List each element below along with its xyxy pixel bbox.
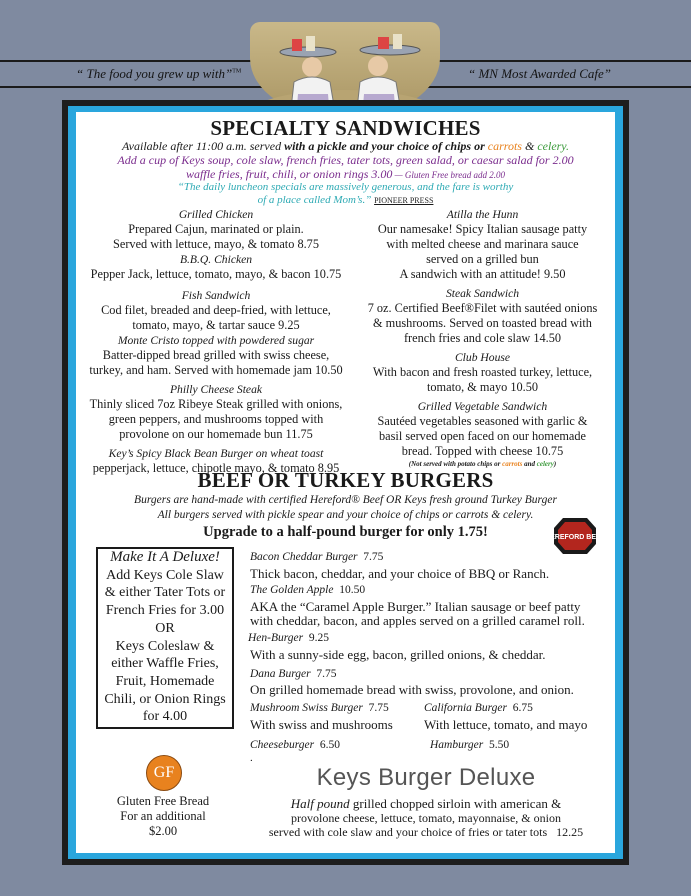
burger-item-1-desc-1: AKA the “Caramel Apple Burger.” Italian sausage or beef patty [250,599,581,614]
item-name: Grilled Vegetable Sandwich [417,400,548,413]
hereford-beef-logo [545,516,605,556]
california-desc: With lettuce, tomato, and mayo [424,717,588,732]
item-desc: Served with lettuce, mayo, & tomato 8.75 [113,237,319,251]
keys-deluxe-line-1: Half pound grilled chopped sirloin with american & [290,796,562,811]
item-name: Grilled Chicken [178,208,254,221]
hamburger: Hamburger 5.50 [430,739,510,751]
deluxe-line: Chili, or Onion Rings [104,691,226,707]
sandwich-column-left [80,207,352,476]
item-desc: french fries and cole slaw 14.50 [403,331,562,345]
tagline-right: “ MN Most Awarded Cafe” [468,66,612,81]
item-desc: tomato, mayo, & tartar sauce 9.25 [132,318,300,332]
veg-note: (Not served with potato chips or carrots and celery) [408,460,557,468]
item-desc: served on a grilled bun [426,252,539,266]
california-name: California Burger 6.75 [424,702,533,714]
burger-item-3-name: Dana Burger 7.75 [250,668,337,680]
item-name: Club House [454,351,511,364]
burger-item-0-name: Bacon Cheddar Burger 7.75 [250,551,384,563]
item-desc: & mushrooms. Served on toasted bread with [373,316,592,330]
burgers-upgrade: Upgrade to a half-pound burger for only 1.75! [203,524,488,540]
item-name: Key’s Spicy Black Bean Burger on wheat toast [108,447,324,460]
addon-line-1: Add a cup of Keys soup, cole slaw, french fries, tater tots, green salad, or caesar salad for 2.00 [117,153,574,167]
burgers-sub-2: All burgers served with pickle spear and your choice of chips or carrots & celery. [157,509,534,521]
quote-line-2: of a place called Mom’s.” PIONEER PRESS [257,194,434,206]
svg-text:HEREFORD BEEF: HEREFORD BEEF [545,534,605,541]
deluxe-line: & either Tater Tots or [104,585,226,601]
item-desc: bread. Topped with cheese 10.75 [401,444,564,458]
deluxe-line: Keys Coleslaw & [115,638,215,654]
burgers-sub-1: Burgers are hand-made with certified Hereford® Beef OR Keys fresh ground Turkey Burger [134,494,557,506]
gluten-free-note: Gluten Free Bread For an additional $2.00 [116,794,210,838]
item-desc: A sandwich with an attitude! 9.50 [399,267,566,281]
item-name: Fish Sandwich [181,289,251,302]
item-name: Atilla the Hunn [446,208,519,221]
stray-dot: . [250,752,253,764]
deluxe-line: Add Keys Cole Slaw [106,567,224,583]
make-it-deluxe-box [96,547,234,729]
item-name: Steak Sandwich [445,287,520,300]
item-desc: basil served open faced on our homemade [379,429,586,443]
item-desc: 7 oz. Certified Beef®Filet with sautéed onions [367,301,598,315]
deluxe-line: OR [155,620,175,636]
addon-line-2: waffle fries, fruit, chili, or onion rings 3.00 — Gluten Free bread add 2.00 [186,167,505,181]
item-desc: turkey, and ham. Served with homemade jam 10.50 [89,363,343,377]
burger-item-3-desc: On grilled homemade bread with swiss, provolone, and onion. [250,682,574,697]
mushroom-swiss-desc: With swiss and mushrooms [250,717,393,732]
deluxe-line: either Waffle Fries, [111,656,219,672]
burger-item-2-desc: With a sunny-side egg, bacon, grilled onions, & cheddar. [250,647,546,662]
burger-item-2-name: Hen-Burger 9.25 [248,632,330,644]
burgers-title: BEEF OR TURKEY BURGERS [197,468,494,492]
gluten-free-icon: GF [146,755,182,791]
sandwiches-title: SPECIALTY SANDWICHES [210,116,481,140]
item-desc: green peppers, and mushrooms topped with [108,412,324,426]
tagline-left: “ The food you grew up with”™ [76,66,242,81]
item-name: Monte Cristo topped with powdered sugar [117,334,315,347]
burger-item-0-desc: Thick bacon, cheddar, and your choice of BBQ or Ranch. [250,566,550,581]
keys-deluxe-line-2: provolone cheese, lettuce, tomato, mayonnaise, & onion [291,811,561,825]
mushroom-swiss-name: Mushroom Swiss Burger 7.75 [250,702,389,714]
item-desc: pepperjack, lettuce, chipotle mayo, & tomato 8.95 [92,461,340,475]
item-name: Philly Cheese Steak [169,383,263,396]
item-desc: Cod filet, breaded and deep-fried, with lettuce, [101,303,331,317]
deluxe-line: French Fries for 3.00 [105,603,225,619]
item-desc: Batter-dipped bread grilled with swiss cheese, [102,348,330,362]
deluxe-line: Fruit, Homemade [115,673,215,689]
item-desc: Prepared Cajun, marinated or plain. [128,222,304,236]
keys-deluxe-line-3: served with cole slaw and your choice of fries or tater tots 12.25 [268,825,584,839]
item-desc: provolone on our homemade bun 11.75 [119,427,313,441]
quote-line-1: “The daily luncheon specials are massively generous, and the fare is worthy [177,181,514,193]
deluxe-title: Make It A Deluxe! [110,549,220,565]
item-desc: with melted cheese and marinara sauce [386,237,579,251]
item-desc: Pepper Jack, lettuce, tomato, mayo, & bacon 10.75 [90,267,342,281]
item-desc: Our namesake! Spicy Italian sausage patty [377,222,588,236]
cheeseburger: Cheeseburger 6.50 [250,739,340,751]
item-name: B.B.Q. Chicken [179,253,253,266]
burger-item-1-desc-2: with cheddar, bacon, and apples served on a grilled caramel roll. [250,613,585,628]
item-desc: Thinly sliced 7oz Ribeye Steak grilled with onions, [89,397,343,411]
item-desc: With bacon and fresh roasted turkey, lettuce, [372,365,593,379]
item-desc: tomato, & mayo 10.50 [426,380,538,394]
item-desc: Sautéed vegetables seasoned with garlic & [377,414,588,428]
deluxe-line: for 4.00 [142,709,188,725]
burger-item-1-name: The Golden Apple 10.50 [250,584,366,596]
sandwiches-availability: Available after 11:00 a.m. served with a pickle and your choice of chips or carrots & celery. [122,139,569,153]
keys-deluxe-title: Keys Burger Deluxe [316,764,536,791]
sandwich-column-right [355,207,610,469]
